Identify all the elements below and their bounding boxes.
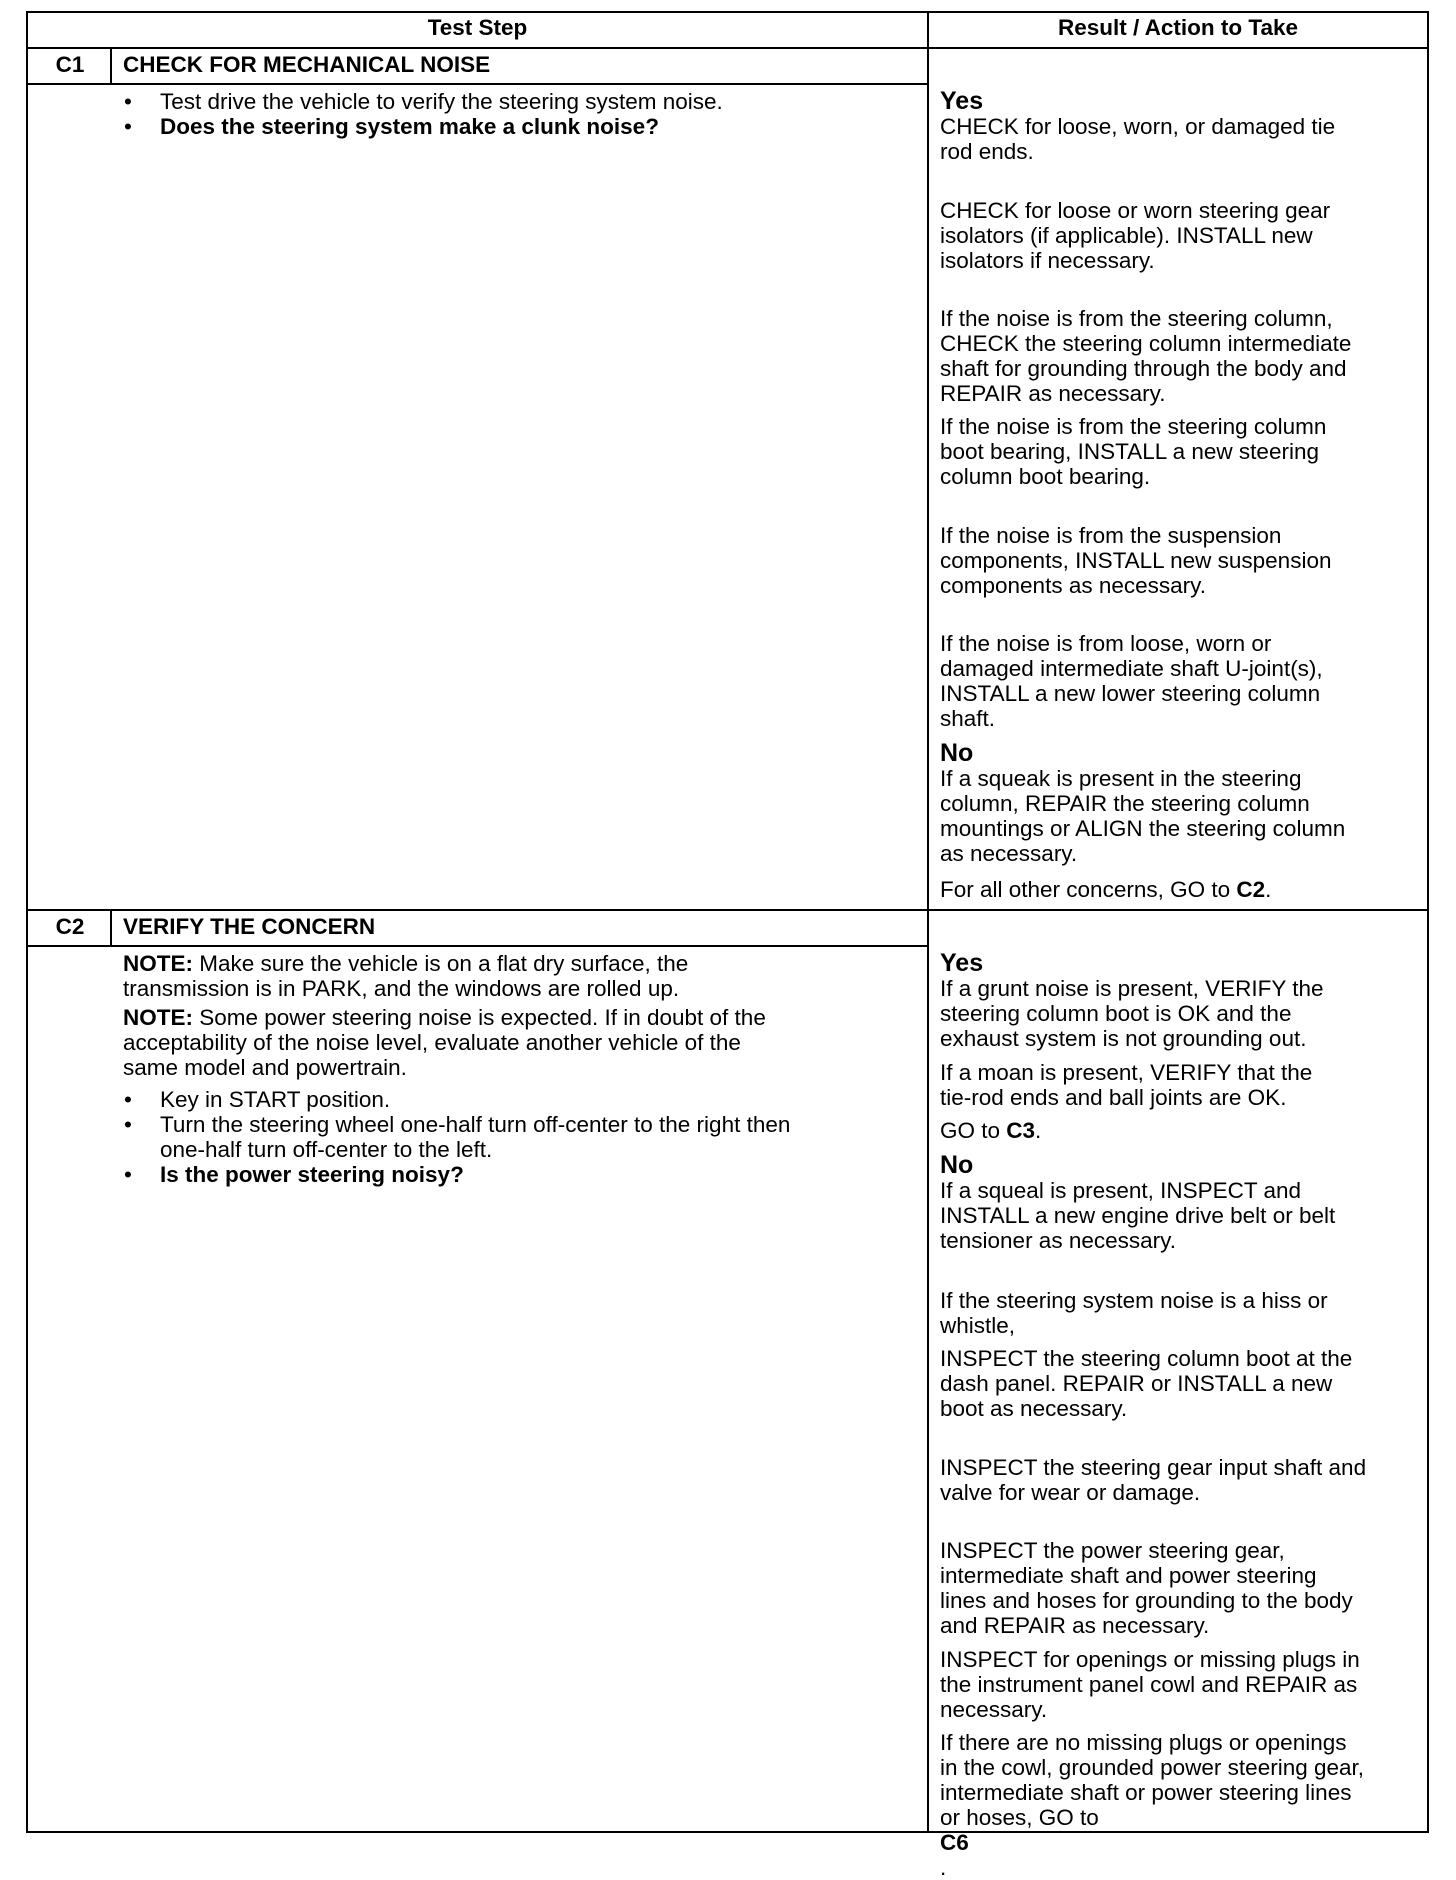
- bullet-mark: •: [124, 1162, 132, 1187]
- c2-yes-label: Yes: [940, 949, 984, 977]
- c2-no-label: No: [940, 1151, 974, 1179]
- bullet-mark: •: [124, 114, 132, 139]
- step-id-c2: C2: [55, 914, 85, 939]
- c1-yes-label: Yes: [940, 87, 984, 115]
- header-result-action: Result / Action to Take: [1057, 15, 1299, 40]
- c1-bullet-1: Test drive the vehicle to verify the steering system noise.: [160, 89, 723, 114]
- c1-no-para-1: If a squeak is present in the steering column, REPAIR the steering column mountings or ALIGN the steering column as necessary.: [940, 766, 1346, 866]
- c2-yes-goto: GO to C3.: [940, 1118, 1042, 1143]
- c2-bullet-1: Key in START position.: [160, 1087, 391, 1112]
- goto-c6-link: C6: [940, 1830, 969, 1855]
- header-test-step: Test Step: [427, 15, 528, 40]
- c2-bullet-2: Turn the steering wheel one-half turn off-center to the right then one-half turn off-center to the left.: [160, 1112, 791, 1162]
- c2-title-divider: [26, 945, 928, 947]
- c1-yes-para-6: If the noise is from loose, worn or damaged intermediate shaft U-joint(s), INSTALL a new lower steering column shaft.: [940, 631, 1323, 731]
- c1-goto: For all other concerns, GO to C2.: [940, 877, 1272, 902]
- goto-c3-link: C3: [1006, 1118, 1036, 1143]
- c1-bullet-2-question: Does the steering system make a clunk noise?: [160, 114, 659, 139]
- c2-bullet-3-question: Is the power steering noisy?: [160, 1162, 464, 1187]
- c1-yes-para-1: CHECK for loose, worn, or damaged tie rod ends.: [940, 114, 1336, 164]
- bullet-mark: •: [124, 1112, 132, 1137]
- c2-no-para-5: INSPECT the power steering gear, intermediate shaft and power steering lines and hoses for grounding to the body and REPAIR as necessary.: [940, 1538, 1353, 1638]
- id-column-divider-c2: [110, 910, 112, 947]
- bullet-mark: •: [124, 89, 132, 114]
- row-divider: [26, 909, 1429, 911]
- bullet-mark: •: [124, 1087, 132, 1112]
- c2-yes-para-2: If a moan is present, VERIFY that the tie-rod ends and ball joints are OK.: [940, 1060, 1313, 1110]
- c1-yes-para-2: CHECK for loose or worn steering gear isolators (if applicable). INSTALL new isolators if necessary.: [940, 198, 1331, 273]
- c1-title-divider: [26, 83, 928, 85]
- c2-note-2: NOTE: Some power steering noise is expected. If in doubt of the acceptability of the noise level, evaluate another vehicle of the same model and powertrain.: [123, 1005, 766, 1080]
- column-divider: [927, 11, 929, 1833]
- id-column-divider-c1: [110, 47, 112, 84]
- c2-no-para-4: INSPECT the steering gear input shaft and valve for wear or damage.: [940, 1455, 1367, 1505]
- c2-note-1: NOTE: Make sure the vehicle is on a flat dry surface, the transmission is in PARK, and the windows are rolled up.: [123, 951, 689, 1001]
- c1-no-label: No: [940, 739, 974, 767]
- c2-no-para-3: INSPECT the steering column boot at the dash panel. REPAIR or INSTALL a new boot as necessary.: [940, 1346, 1353, 1421]
- c1-yes-para-5: If the noise is from the suspension components, INSTALL new suspension components as necessary.: [940, 523, 1332, 598]
- step-title-c2: VERIFY THE CONCERN: [123, 914, 376, 939]
- c1-yes-para-4: If the noise is from the steering column boot bearing, INSTALL a new steering column boot bearing.: [940, 414, 1327, 489]
- c2-no-para-2: If the steering system noise is a hiss or whistle,: [940, 1288, 1328, 1338]
- c2-yes-para-1: If a grunt noise is present, VERIFY the steering column boot is OK and the exhaust system is not grounding out.: [940, 976, 1324, 1051]
- step-title-c1: CHECK FOR MECHANICAL NOISE: [123, 52, 491, 77]
- c2-no-para-last: If there are no missing plugs or openings in the cowl, grounded power steering gear, intermediate shaft or power steering lines or hoses, GO to C6 .: [940, 1730, 1430, 1880]
- header-divider: [26, 47, 1429, 49]
- c2-no-para-6: INSPECT for openings or missing plugs in the instrument panel cowl and REPAIR as necessary.: [940, 1647, 1360, 1722]
- c1-yes-para-3: If the noise is from the steering column, CHECK the steering column intermediate shaft for grounding through the body and REPAIR as necessary.: [940, 306, 1352, 406]
- step-id-c1: C1: [55, 52, 85, 77]
- c2-no-para-1: If a squeal is present, INSPECT and INSTALL a new engine drive belt or belt tensioner as necessary.: [940, 1178, 1336, 1253]
- goto-c2-link: C2: [1236, 877, 1266, 902]
